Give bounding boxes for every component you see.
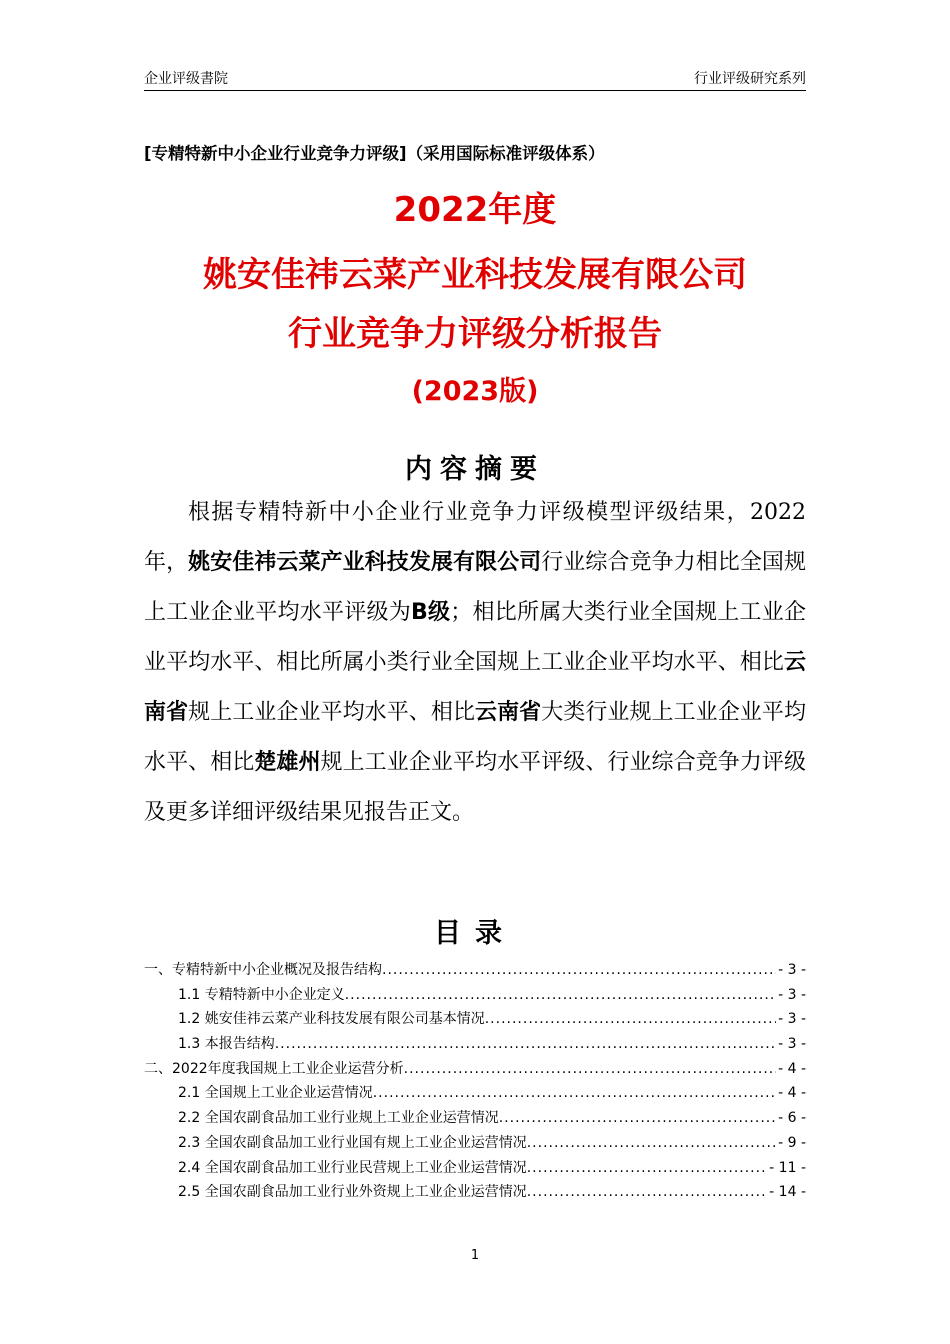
- toc-entry-page: - 6 -: [778, 1110, 806, 1127]
- summary-province-1: 云南省: [144, 650, 806, 725]
- toc-entry-label: 二、2022年度我国规上工业企业运营分析: [144, 1060, 404, 1077]
- toc-entry-page: - 9 -: [778, 1134, 806, 1151]
- toc-entry[interactable]: [144, 1156, 806, 1181]
- toc-entry-label: 2.3 全国农副食品加工业行业国有规上工业企业运营情况: [178, 1134, 527, 1151]
- header-publisher: 企业评级書院: [144, 71, 228, 87]
- report-title: 行业竞争力评级分析报告: [288, 314, 662, 354]
- summary-heading: 内容摘要: [405, 454, 545, 485]
- toc-leader: [373, 1081, 776, 1106]
- toc-entry-label: 1.1 专精特新中小企业定义: [178, 986, 345, 1003]
- report-tagline: [专精特新中小企业行业竞争力评级]（采用国际标准评级体系）: [144, 144, 605, 163]
- summary-text-3: ；相比所属大类行业全国规上工业企业平均水平、相比所属小类行业全国规上工业企业平均水平、相比: [144, 600, 806, 675]
- toc-entry-page: - 3 -: [778, 1036, 806, 1053]
- summary-company: 姚安佳祎云菜产业科技发展有限公司: [188, 550, 542, 575]
- toc-heading: 目录: [434, 918, 516, 949]
- page-header: [144, 68, 806, 91]
- toc-entry-label: 一、专精特新中小企业概况及报告结构: [144, 962, 382, 978]
- toc-entry-page: - 11 -: [769, 1159, 806, 1176]
- toc-entry-page: - 14 -: [769, 1184, 806, 1201]
- toc-entry-label: 2.5 全国农副食品加工业行业外资规上工业企业运营情况: [178, 1184, 527, 1201]
- page-number: 1: [470, 1248, 480, 1263]
- toc-entry-label: 2.2 全国农副食品加工业行业规上工业企业运营情况: [178, 1110, 499, 1127]
- header-series: 行业评级研究系列: [694, 71, 806, 87]
- toc-entry-page: - 4 -: [778, 1085, 806, 1102]
- toc-entry[interactable]: [144, 1007, 806, 1032]
- toc-leader: [485, 1007, 776, 1032]
- toc-entry-page: - 3 -: [778, 986, 806, 1003]
- toc-leader: [527, 1156, 767, 1181]
- toc-leader: [382, 958, 776, 983]
- toc-entry[interactable]: [144, 1180, 806, 1205]
- toc-leader: [404, 1057, 776, 1082]
- toc-entry-page: - 3 -: [778, 962, 806, 978]
- toc-entry[interactable]: [144, 1057, 806, 1082]
- toc-entry-label: 1.2 姚安佳祎云菜产业科技发展有限公司基本情况: [178, 1011, 485, 1028]
- summary-text-6: 规上工业企业平均水平评级、行业综合竞争力评级及更多详细评级结果见报告正文。: [144, 750, 806, 825]
- summary-province-2: 云南省: [475, 700, 542, 725]
- toc-entry-page: - 4 -: [778, 1060, 806, 1077]
- toc-entry-label: 2.1 全国规上工业企业运营情况: [178, 1085, 373, 1102]
- toc-leader: [345, 983, 776, 1008]
- table-of-contents: [144, 958, 806, 1205]
- toc-leader: [499, 1106, 776, 1131]
- toc-entry[interactable]: [144, 1081, 806, 1106]
- summary-city: 楚雄州: [254, 750, 321, 775]
- toc-leader: [275, 1032, 776, 1057]
- toc-entry[interactable]: [144, 1032, 806, 1057]
- toc-leader: [527, 1131, 776, 1156]
- toc-entry[interactable]: [144, 1131, 806, 1156]
- toc-leader: [527, 1180, 767, 1205]
- toc-entry[interactable]: [144, 1106, 806, 1131]
- toc-entry[interactable]: [144, 983, 806, 1008]
- report-year: 2022年度: [393, 190, 557, 230]
- summary-text-5: 大类行业规上工业企业平均水平、相比: [144, 700, 806, 775]
- summary-text-2: 行业综合竞争力相比全国规上工业企业平均水平评级为: [144, 550, 806, 625]
- summary-paragraph: [144, 488, 806, 838]
- toc-entry[interactable]: [144, 958, 806, 983]
- toc-entry-page: - 3 -: [778, 1011, 806, 1028]
- toc-entry-label: 1.3 本报告结构: [178, 1036, 275, 1053]
- summary-text-1: 根据专精特新中小企业行业竞争力评级模型评级结果，2022年，: [144, 500, 806, 575]
- summary-grade: B级: [410, 600, 451, 625]
- company-name-title: 姚安佳祎云菜产业科技发展有限公司: [203, 255, 747, 295]
- report-edition: (2023版): [411, 376, 539, 407]
- summary-text-4: 规上工业企业平均水平、相比: [188, 700, 476, 725]
- toc-entry-label: 2.4 全国农副食品加工业行业民营规上工业企业运营情况: [178, 1159, 527, 1176]
